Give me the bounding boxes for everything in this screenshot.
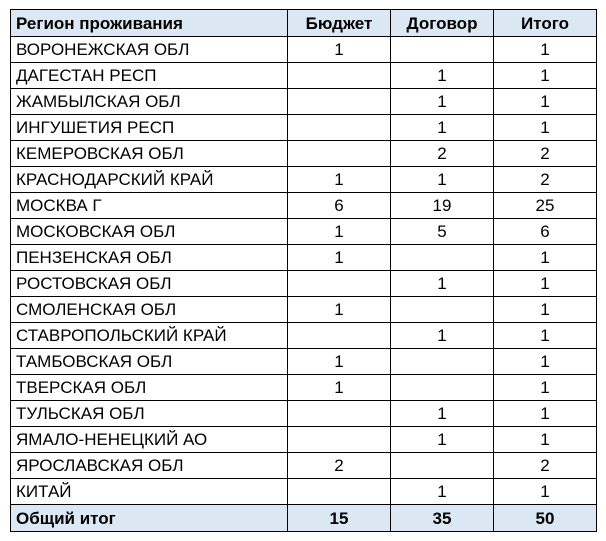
table-row xyxy=(11,271,597,297)
cell-budget[interactable]: 1 xyxy=(288,297,391,323)
grand-total-row xyxy=(11,505,597,532)
table-header xyxy=(11,10,597,37)
cell-region[interactable]: ИНГУШЕТИЯ РЕСП xyxy=(11,115,288,141)
cell-budget[interactable] xyxy=(288,115,391,141)
spreadsheet-area xyxy=(10,9,597,532)
cell-total[interactable]: 1 xyxy=(494,37,597,63)
cell-region[interactable]: ПЕНЗЕНСКАЯ ОБЛ xyxy=(11,245,288,271)
cell-total[interactable]: 1 xyxy=(494,401,597,427)
cell-contract[interactable] xyxy=(391,297,494,323)
cell-budget[interactable]: 1 xyxy=(288,219,391,245)
cell-contract[interactable]: 2 xyxy=(391,141,494,167)
grand-total-total[interactable]: 50 xyxy=(494,505,597,532)
table-footer xyxy=(11,505,597,532)
cell-total[interactable]: 2 xyxy=(494,453,597,479)
cell-contract[interactable]: 5 xyxy=(391,219,494,245)
cell-contract[interactable]: 1 xyxy=(391,479,494,505)
cell-contract[interactable]: 1 xyxy=(391,271,494,297)
header-budget[interactable]: Бюджет xyxy=(288,10,391,37)
cell-contract[interactable] xyxy=(391,349,494,375)
cell-total[interactable]: 1 xyxy=(494,427,597,453)
cell-total[interactable]: 1 xyxy=(494,349,597,375)
table-row xyxy=(11,375,597,401)
cell-region[interactable]: КИТАЙ xyxy=(11,479,288,505)
table-row xyxy=(11,453,597,479)
table-row xyxy=(11,115,597,141)
cell-budget[interactable] xyxy=(288,401,391,427)
cell-region[interactable]: ТАМБОВСКАЯ ОБЛ xyxy=(11,349,288,375)
cell-budget[interactable]: 1 xyxy=(288,375,391,401)
table-body xyxy=(11,37,597,505)
grand-total-contract[interactable]: 35 xyxy=(391,505,494,532)
cell-budget[interactable]: 1 xyxy=(288,167,391,193)
cell-region[interactable]: ЖАМБЫЛСКАЯ ОБЛ xyxy=(11,89,288,115)
cell-region[interactable]: ТУЛЬСКАЯ ОБЛ xyxy=(11,401,288,427)
cell-total[interactable]: 6 xyxy=(494,219,597,245)
cell-contract[interactable] xyxy=(391,245,494,271)
cell-region[interactable]: ДАГЕСТАН РЕСП xyxy=(11,63,288,89)
cell-total[interactable]: 1 xyxy=(494,479,597,505)
cell-total[interactable]: 1 xyxy=(494,63,597,89)
table-row xyxy=(11,245,597,271)
cell-budget[interactable]: 1 xyxy=(288,245,391,271)
table-row xyxy=(11,89,597,115)
cell-budget[interactable]: 2 xyxy=(288,453,391,479)
cell-region[interactable]: СМОЛЕНСКАЯ ОБЛ xyxy=(11,297,288,323)
cell-contract[interactable]: 1 xyxy=(391,89,494,115)
table-row xyxy=(11,323,597,349)
table-row xyxy=(11,427,597,453)
cell-region[interactable]: КЕМЕРОВСКАЯ ОБЛ xyxy=(11,141,288,167)
cell-budget[interactable] xyxy=(288,427,391,453)
cell-budget[interactable] xyxy=(288,271,391,297)
cell-total[interactable]: 1 xyxy=(494,115,597,141)
cell-contract[interactable]: 1 xyxy=(391,427,494,453)
header-total[interactable]: Итого xyxy=(494,10,597,37)
table-row xyxy=(11,63,597,89)
cell-total[interactable]: 1 xyxy=(494,323,597,349)
cell-region[interactable]: КРАСНОДАРСКИЙ КРАЙ xyxy=(11,167,288,193)
table-row xyxy=(11,167,597,193)
cell-contract[interactable] xyxy=(391,375,494,401)
table-row xyxy=(11,37,597,63)
cell-region[interactable]: СТАВРОПОЛЬСКИЙ КРАЙ xyxy=(11,323,288,349)
cell-budget[interactable] xyxy=(288,323,391,349)
cell-contract[interactable]: 1 xyxy=(391,63,494,89)
cell-contract[interactable] xyxy=(391,37,494,63)
table-row xyxy=(11,141,597,167)
table-row xyxy=(11,479,597,505)
cell-contract[interactable]: 19 xyxy=(391,193,494,219)
cell-budget[interactable]: 1 xyxy=(288,349,391,375)
grand-total-budget[interactable]: 15 xyxy=(288,505,391,532)
cell-budget[interactable]: 6 xyxy=(288,193,391,219)
cell-total[interactable]: 25 xyxy=(494,193,597,219)
header-row xyxy=(11,10,597,37)
table-row xyxy=(11,349,597,375)
table-row xyxy=(11,219,597,245)
cell-total[interactable]: 1 xyxy=(494,245,597,271)
cell-budget[interactable] xyxy=(288,141,391,167)
cell-contract[interactable] xyxy=(391,453,494,479)
cell-total[interactable]: 2 xyxy=(494,141,597,167)
table-row xyxy=(11,401,597,427)
header-contract[interactable]: Договор xyxy=(391,10,494,37)
cell-budget[interactable] xyxy=(288,89,391,115)
cell-contract[interactable]: 1 xyxy=(391,115,494,141)
cell-region[interactable]: ВОРОНЕЖСКАЯ ОБЛ xyxy=(11,37,288,63)
table-row xyxy=(11,297,597,323)
cell-total[interactable]: 1 xyxy=(494,89,597,115)
cell-budget[interactable] xyxy=(288,479,391,505)
cell-total[interactable]: 2 xyxy=(494,167,597,193)
cell-region[interactable]: ТВЕРСКАЯ ОБЛ xyxy=(11,375,288,401)
cell-region[interactable]: ЯРОСЛАВСКАЯ ОБЛ xyxy=(11,453,288,479)
cell-total[interactable]: 1 xyxy=(494,297,597,323)
cell-budget[interactable] xyxy=(288,63,391,89)
region-table xyxy=(10,9,597,532)
grand-total-label[interactable]: Общий итог xyxy=(11,505,288,532)
cell-region[interactable]: МОСКВА Г xyxy=(11,193,288,219)
cell-contract[interactable]: 1 xyxy=(391,323,494,349)
cell-contract[interactable]: 1 xyxy=(391,401,494,427)
cell-contract[interactable]: 1 xyxy=(391,167,494,193)
cell-total[interactable]: 1 xyxy=(494,271,597,297)
cell-region[interactable]: МОСКОВСКАЯ ОБЛ xyxy=(11,219,288,245)
table-row xyxy=(11,193,597,219)
cell-total[interactable]: 1 xyxy=(494,375,597,401)
cell-budget[interactable]: 1 xyxy=(288,37,391,63)
cell-region[interactable]: ЯМАЛО-НЕНЕЦКИЙ АО xyxy=(11,427,288,453)
header-region[interactable]: Регион проживания xyxy=(11,10,288,37)
cell-region[interactable]: РОСТОВСКАЯ ОБЛ xyxy=(11,271,288,297)
